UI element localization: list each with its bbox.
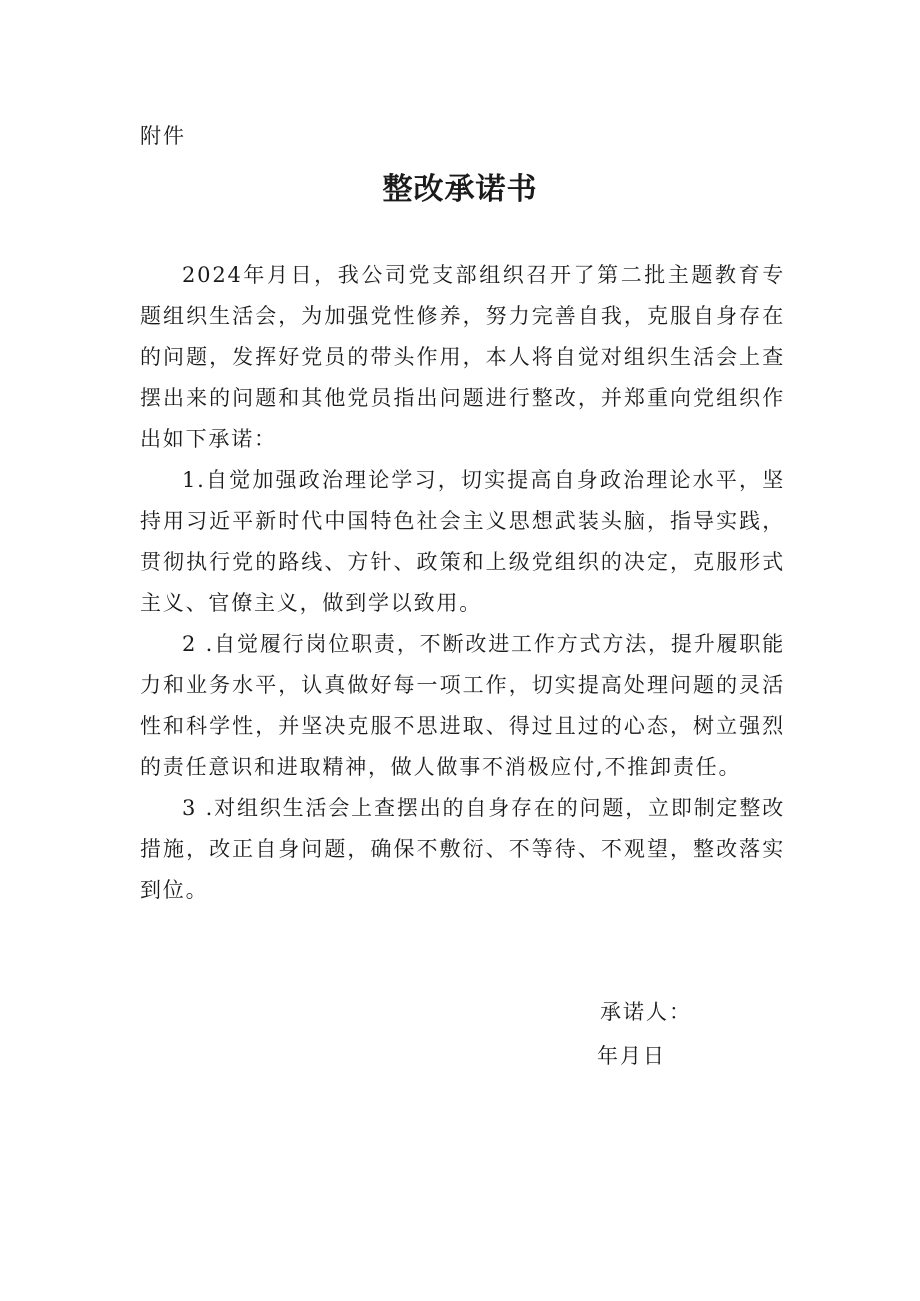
intro-paragraph: 2024年月日，我公司党支部组织召开了第二批主题教育专题组织生活会，为加强党性修养，努力完善自我，克服自身存在的问题，发挥好党员的带头作用，本人将自觉对组织生活会上查摆出来的问题和其他党员指出问题进行整改，并郑重向党组织作出如下承诺： — [140, 263, 785, 451]
attachment-label: 附件 — [140, 124, 186, 148]
commitment-item-2: 2 .自觉履行岗位职责，不断改进工作方式方法，提升履职能力和业务水平，认真做好每一项工作，切实提高处理问题的灵活性和科学性，并坚决克服不思进取、得过且过的心态，树立强烈的责任意识和进取精神，做人做事不消极应付,不推卸责任。 — [140, 632, 785, 779]
document-title: 整改承诺书 — [382, 172, 538, 207]
date-label: 年月日 — [597, 1044, 666, 1068]
commitment-item-1: 1.自觉加强政治理论学习，切实提高自身政治理论水平，坚持用习近平新时代中国特色社会主义思想武装头脑，指导实践，贯彻执行党的路线、方针、政策和上级党组织的决定，克服形式主义、官僚主义，做到学以致用。 — [140, 468, 785, 615]
commitment-item-3: 3 .对组织生活会上查摆出的自身存在的问题，立即制定整改措施，改正自身问题，确保不敷衍、不等待、不观望，整改落实到位。 — [140, 796, 785, 902]
signer-label: 承诺人： — [600, 1000, 692, 1024]
document-body — [140, 255, 785, 911]
